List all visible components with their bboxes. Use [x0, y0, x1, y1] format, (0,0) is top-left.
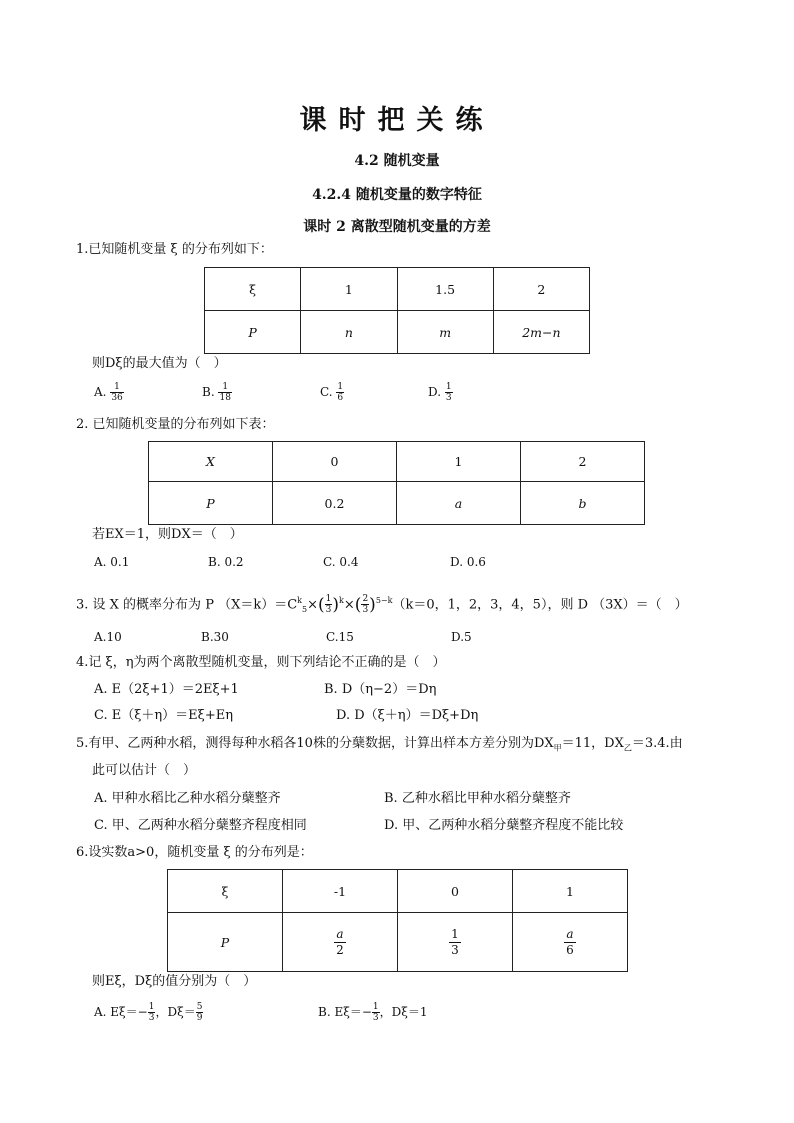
q3-option-a[interactable]: A.10 — [94, 630, 122, 644]
option-text: B. Eξ＝− — [318, 1005, 372, 1019]
option-letter: B. — [202, 385, 215, 399]
q1-option-b[interactable] — [202, 382, 232, 403]
frac-num: 1 — [110, 382, 123, 393]
q5-stem-line1 — [76, 735, 683, 758]
q1-table — [204, 267, 590, 354]
q6-cell — [283, 913, 398, 972]
frac-den: 3 — [325, 605, 332, 616]
exponent: k — [339, 596, 344, 605]
q6-cell: 0 — [398, 870, 513, 913]
q2-cell: 1 — [397, 442, 521, 482]
option-letter: C. — [320, 385, 333, 399]
q3-stem-start: 3. 设 X 的概率分布为 P （X＝k）＝C — [76, 597, 298, 613]
q2-cell: 0 — [273, 442, 397, 482]
fraction — [564, 927, 576, 958]
q2-ask: 若EX＝1，则DX＝（ ） — [92, 527, 243, 542]
frac-den: 3 — [445, 393, 452, 403]
q6-cell: -1 — [283, 870, 398, 913]
q5-option-a[interactable]: A. 甲种水稻比乙种水稻分蘖整齐 — [94, 791, 281, 806]
q5-text: ＝3.4.由 — [631, 736, 683, 751]
fraction — [445, 382, 453, 403]
frac-den: 6 — [337, 393, 344, 403]
q1-option-d[interactable] — [428, 382, 453, 403]
times-sign: × — [307, 597, 319, 613]
fraction — [449, 927, 461, 958]
q2-option-b[interactable]: B. 0.2 — [208, 555, 244, 569]
frac-num: a — [564, 927, 576, 943]
frac-num: 1 — [445, 382, 452, 392]
frac-den: 9 — [196, 1013, 203, 1023]
option-text: ，Dξ＝ — [155, 1005, 196, 1019]
fraction — [361, 594, 369, 615]
q6-table — [167, 869, 628, 972]
frac-num: 1 — [325, 594, 332, 605]
fraction — [196, 1002, 204, 1023]
frac-den: 18 — [219, 393, 231, 403]
q2-cell: b — [521, 482, 645, 525]
q2-cell: a — [397, 482, 521, 525]
fraction — [336, 382, 344, 403]
q3-option-c[interactable]: C.15 — [326, 630, 354, 644]
frac-num: 1 — [218, 382, 231, 393]
q4-stem: 4.记 ξ，η为两个离散型随机变量，则下列结论不正确的是（ ） — [76, 655, 446, 670]
lesson-title: 课时 2 离散型随机变量的方差 — [303, 219, 491, 235]
q2-option-d[interactable]: D. 0.6 — [450, 555, 486, 569]
frac-den: 6 — [566, 942, 574, 957]
q2-cell: 0.2 — [273, 482, 397, 525]
frac-num: 1 — [372, 1002, 379, 1012]
page-title: 课时把关练 — [299, 105, 495, 136]
option-letter: A. — [94, 385, 107, 399]
q2-cell: X — [149, 442, 273, 482]
q5-text: ＝11，DX — [561, 736, 624, 751]
subscript: 甲 — [553, 743, 562, 753]
q2-cell: 2 — [521, 442, 645, 482]
frac-num: 1 — [148, 1002, 155, 1012]
paren-right: ) — [332, 594, 340, 615]
q6-option-b[interactable] — [318, 1002, 427, 1023]
q6-stem: 6.设实数a>0，随机变量 ξ 的分布列是： — [76, 845, 313, 860]
paren-right: ) — [369, 594, 376, 615]
q6-cell — [513, 913, 628, 972]
q1-cell: 1 — [301, 268, 397, 311]
q2-stem: 2. 已知随机变量的分布列如下表： — [76, 417, 275, 432]
q2-cell: P — [149, 482, 273, 525]
q5-option-b[interactable]: B. 乙种水稻比甲种水稻分蘖整齐 — [384, 791, 571, 806]
frac-num: 1 — [451, 926, 459, 941]
option-text: A. Eξ＝− — [94, 1005, 148, 1019]
q6-cell — [398, 913, 513, 972]
frac-den: 3 — [148, 1013, 155, 1023]
q1-option-c[interactable] — [320, 382, 344, 403]
q1-cell: 1.5 — [397, 268, 493, 311]
q1-cell: P — [205, 311, 301, 354]
frac-den: 3 — [372, 1013, 379, 1023]
q4-option-d[interactable]: D. D（ξ＋η）＝Dξ+Dη — [336, 708, 479, 723]
c-superscript: k — [297, 596, 303, 605]
exponent: 5−k — [375, 596, 393, 605]
paren-left: ( — [354, 594, 362, 615]
subscript: 乙 — [623, 743, 632, 753]
q2-table — [148, 441, 645, 525]
q5-text: 5.有甲、乙两种水稻，测得每种水稻各10株的分蘖数据，计算出样本方差分别为DX — [76, 736, 554, 751]
q1-option-a[interactable] — [94, 382, 124, 403]
fraction — [110, 382, 123, 403]
q1-stem: 1.已知随机变量 ξ 的分布列如下： — [76, 242, 273, 257]
frac-den: 3 — [451, 942, 459, 957]
q5-stem-line2: 此可以估计（ ） — [92, 763, 197, 778]
frac-num: a — [334, 927, 346, 943]
c-subscript: 5 — [302, 604, 308, 614]
q1-cell: m — [397, 311, 493, 354]
q1-cell: 2 — [493, 268, 589, 311]
q1-cell: ξ — [205, 268, 301, 311]
q3-stem-end: （k＝0，1，2，3，4，5），则 D （3X）＝（ ） — [392, 597, 688, 613]
frac-num: 2 — [362, 594, 369, 605]
times-sign: × — [343, 597, 355, 613]
fraction — [372, 1002, 380, 1023]
q5-option-d[interactable]: D. 甲、乙两种水稻分蘖整齐程度不能比较 — [384, 818, 624, 833]
q5-option-c[interactable]: C. 甲、乙两种水稻分蘖整齐程度相同 — [94, 818, 307, 833]
fraction — [218, 382, 231, 403]
q4-option-a[interactable]: A. E（2ξ+1）＝2Eξ+1 — [94, 682, 239, 697]
q6-cell: ξ — [168, 870, 283, 913]
subsection-title: 4.2.4 随机变量的数字特征 — [312, 187, 482, 203]
q3-option-d[interactable]: D.5 — [451, 630, 472, 644]
q6-cell: 1 — [513, 870, 628, 913]
option-text: ，Dξ＝1 — [379, 1005, 428, 1019]
option-letter: D. — [428, 385, 442, 399]
q3-stem — [76, 586, 688, 625]
q3-option-b[interactable]: B.30 — [201, 630, 229, 644]
q6-ask: 则Eξ，Dξ的值分别为（ ） — [92, 974, 257, 989]
paren-left: ( — [318, 594, 325, 615]
frac-den: 3 — [362, 605, 369, 616]
q1-cell: n — [301, 311, 397, 354]
q4-option-c[interactable]: C. E（ξ＋η）＝Eξ+Eη — [94, 708, 234, 723]
frac-den: 36 — [111, 393, 123, 403]
q4-option-b[interactable]: B. D（η−2）＝Dη — [324, 682, 437, 697]
fraction — [334, 927, 346, 958]
q2-option-a[interactable]: A. 0.1 — [94, 555, 130, 569]
q1-cell: 2m−n — [493, 311, 589, 354]
q1-ask: 则Dξ的最大值为（ ） — [92, 356, 227, 371]
frac-num: 5 — [196, 1002, 203, 1012]
q6-option-a[interactable] — [94, 1002, 203, 1023]
q2-option-c[interactable]: C. 0.4 — [323, 555, 359, 569]
frac-num: 1 — [337, 382, 344, 392]
section-title: 4.2 随机变量 — [354, 153, 440, 169]
frac-den: 2 — [336, 942, 344, 957]
q6-cell: P — [168, 913, 283, 972]
